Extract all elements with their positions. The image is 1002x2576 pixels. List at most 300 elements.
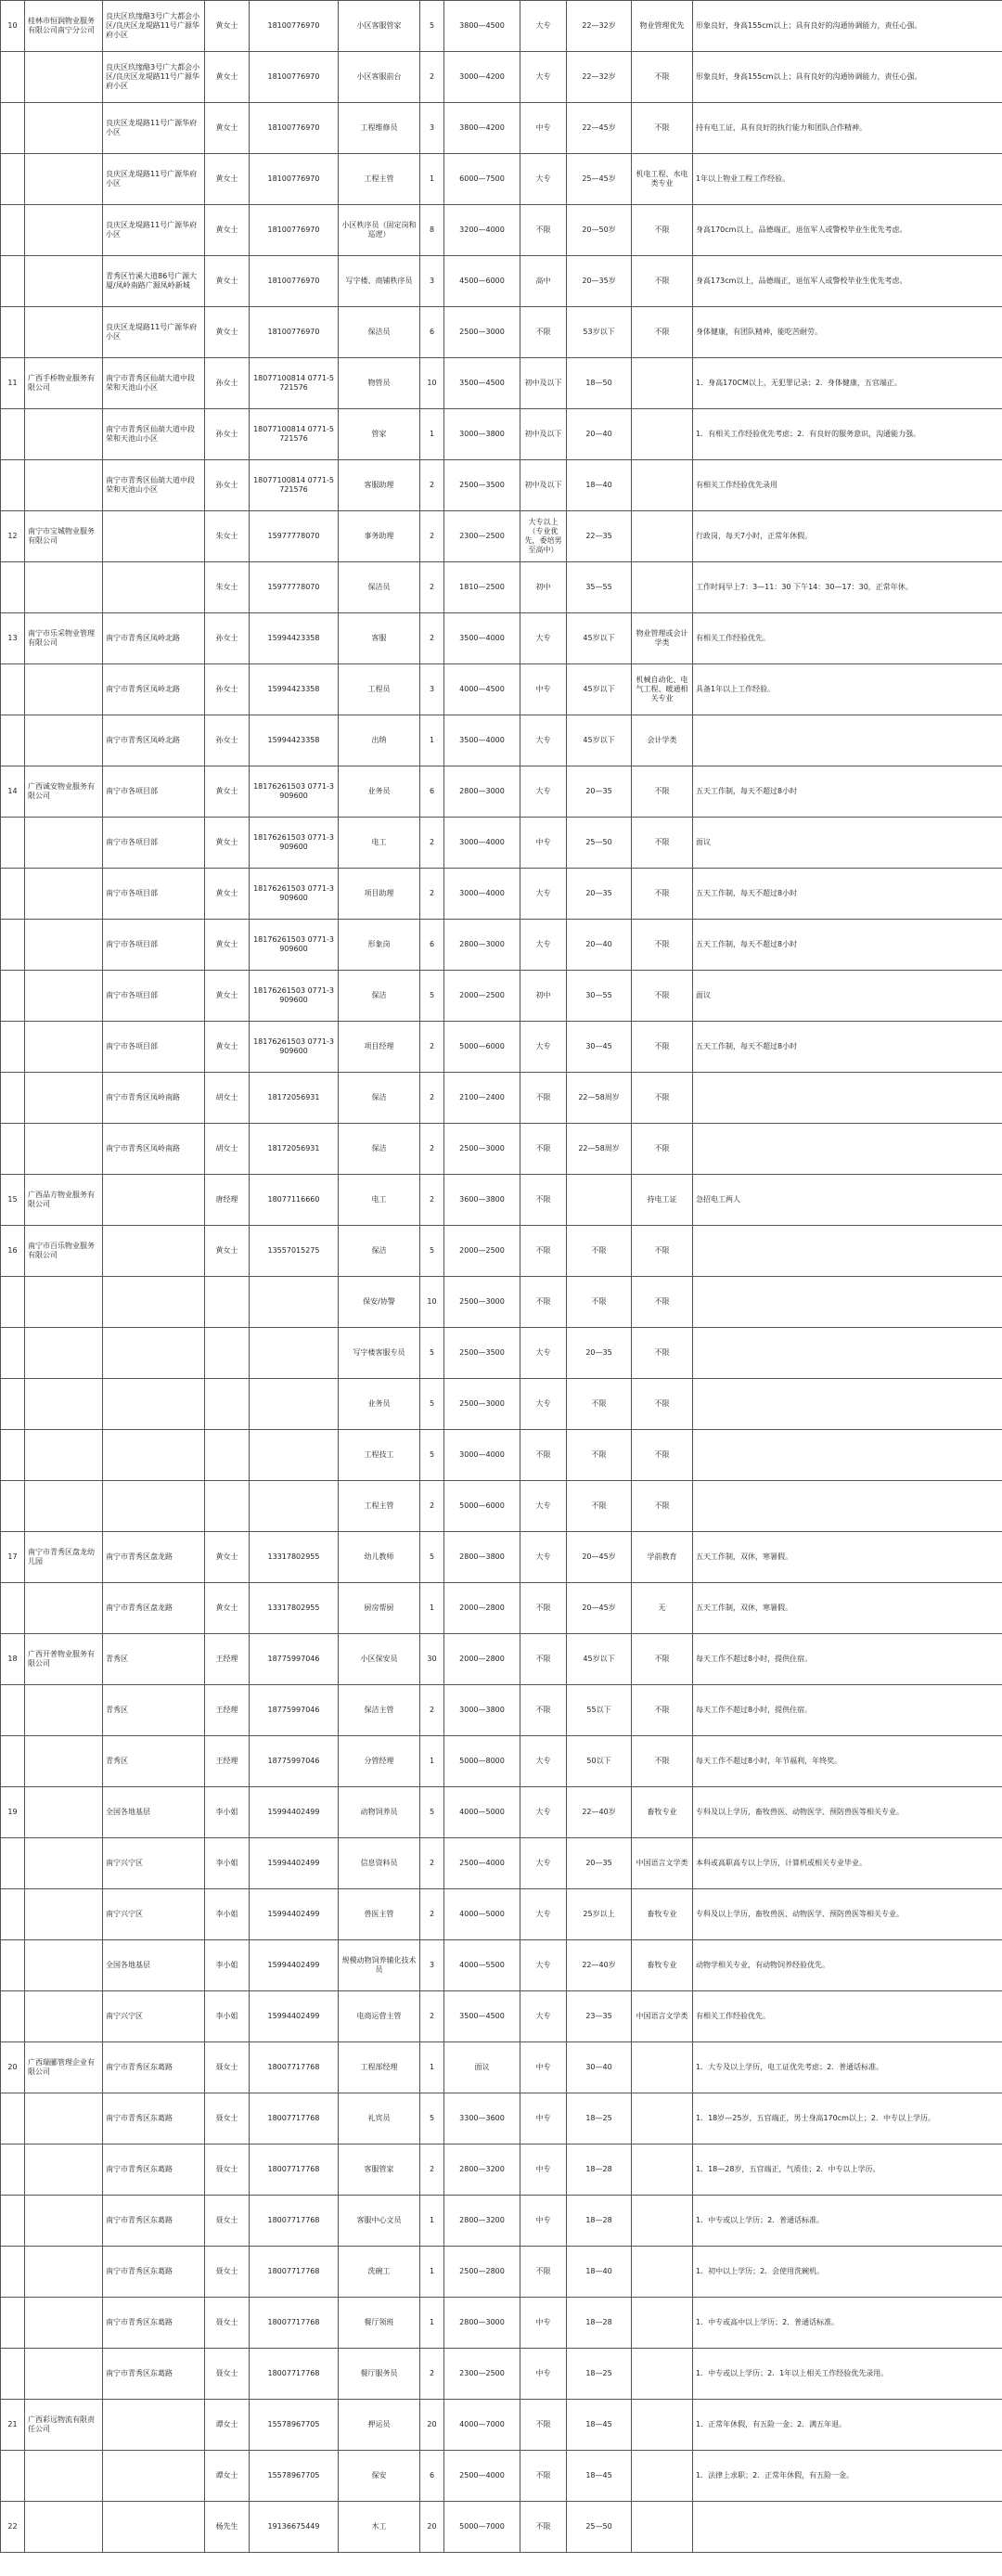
cell-position: 小区秩序员（固定岗和巡逻） (339, 205, 420, 256)
cell-major: 不限 (632, 307, 693, 358)
cell-company (25, 154, 103, 205)
cell-edu: 中专 (520, 2093, 567, 2145)
cell-edu: 不限 (520, 1685, 567, 1736)
cell-major (632, 2247, 693, 2298)
cell-req: 形象良好，身高155cm以上；具有良好的沟通协调能力，责任心强。 (693, 52, 1002, 103)
cell-contact: 黄女士 (205, 971, 250, 1022)
cell-company (25, 307, 103, 358)
cell-edu: 初中 (520, 971, 567, 1022)
cell-req (693, 2502, 1002, 2553)
cell-address: 南宁兴宁区 (103, 1889, 205, 1940)
cell-company (25, 2247, 103, 2298)
table-row (1, 664, 1002, 715)
table-row (1, 1787, 1002, 1838)
cell-no (1, 307, 25, 358)
cell-major (632, 2042, 693, 2093)
cell-count: 3 (420, 256, 444, 307)
cell-position: 礼宾员 (339, 2093, 420, 2145)
cell-contact: 黄女士 (205, 256, 250, 307)
cell-major: 不限 (632, 1736, 693, 1787)
cell-position: 幼儿教师 (339, 1532, 420, 1583)
cell-position: 工程部经理 (339, 2042, 420, 2093)
cell-contact: 李小姐 (205, 1940, 250, 1991)
cell-req (693, 715, 1002, 766)
cell-age: 35—55 (567, 562, 632, 613)
cell-salary: 4000—5000 (444, 1787, 520, 1838)
cell-phone: 18100776970 (250, 205, 339, 256)
cell-edu: 大专 (520, 52, 567, 103)
cell-contact: 黄女士 (205, 52, 250, 103)
cell-salary: 2500—2800 (444, 2247, 520, 2298)
cell-salary: 4000—5000 (444, 1889, 520, 1940)
cell-major: 中国语言文学类 (632, 1991, 693, 2042)
cell-req: 五天工作制，双休，寒暑假。 (693, 1532, 1002, 1583)
cell-age: 22—58周岁 (567, 1073, 632, 1124)
cell-age: 18—28 (567, 2298, 632, 2349)
cell-no: 16 (1, 1226, 25, 1277)
cell-no (1, 1889, 25, 1940)
cell-address: 南宁市青秀区凤岭北路 (103, 613, 205, 664)
cell-position: 物管员 (339, 358, 420, 409)
cell-count: 10 (420, 358, 444, 409)
cell-phone: 13557015275 (250, 1226, 339, 1277)
cell-contact: 朱女士 (205, 511, 250, 562)
cell-req: 面议 (693, 818, 1002, 869)
table-row (1, 1379, 1002, 1430)
cell-company (25, 1124, 103, 1175)
cell-req: 急招电工两人 (693, 1175, 1002, 1226)
cell-address (103, 2451, 205, 2502)
cell-salary: 3000—3800 (444, 409, 520, 460)
cell-major (632, 2196, 693, 2247)
cell-contact: 黄女士 (205, 818, 250, 869)
cell-major (632, 2145, 693, 2196)
table-row (1, 1175, 1002, 1226)
cell-salary: 2000—2500 (444, 971, 520, 1022)
cell-position: 兽医主管 (339, 1889, 420, 1940)
cell-company (25, 1481, 103, 1532)
cell-count: 2 (420, 613, 444, 664)
cell-phone: 15994423358 (250, 664, 339, 715)
table-row (1, 1583, 1002, 1634)
cell-no (1, 256, 25, 307)
cell-address: 南宁市各项目部 (103, 920, 205, 971)
cell-company (25, 460, 103, 511)
cell-age: 25—50 (567, 818, 632, 869)
cell-position: 业务员 (339, 1379, 420, 1430)
cell-address: 南宁市各项目部 (103, 766, 205, 818)
cell-phone: 18176261503 0771-3909600 (250, 1022, 339, 1073)
cell-count: 1 (420, 715, 444, 766)
cell-contact: 胡女士 (205, 1073, 250, 1124)
cell-edu: 不限 (520, 2451, 567, 2502)
cell-address (103, 2400, 205, 2451)
cell-address: 南宁市青秀区盘龙路 (103, 1532, 205, 1583)
cell-position: 写字楼、商铺秩序员 (339, 256, 420, 307)
cell-position: 事务助理 (339, 511, 420, 562)
cell-edu: 大专 (520, 1022, 567, 1073)
cell-address: 南宁市青秀区东葛路 (103, 2298, 205, 2349)
cell-no (1, 1991, 25, 2042)
cell-no (1, 1481, 25, 1532)
cell-age: 25岁以上 (567, 1889, 632, 1940)
cell-address: 全国各地基层 (103, 1940, 205, 1991)
cell-major (632, 2451, 693, 2502)
cell-count: 2 (420, 1838, 444, 1889)
cell-contact: 李小姐 (205, 1838, 250, 1889)
cell-company (25, 1787, 103, 1838)
cell-age: 20—35岁 (567, 256, 632, 307)
cell-req: 1．18—28岁，五官端正，气质佳；2．中专以上学历。 (693, 2145, 1002, 2196)
cell-address: 青秀区 (103, 1634, 205, 1685)
cell-edu: 大专 (520, 1889, 567, 1940)
cell-age: 22—32岁 (567, 1, 632, 52)
cell-edu: 不限 (520, 2247, 567, 2298)
cell-salary: 3300—3600 (444, 2093, 520, 2145)
cell-company (25, 1736, 103, 1787)
cell-count: 2 (420, 1073, 444, 1124)
cell-no: 22 (1, 2502, 25, 2553)
cell-count: 1 (420, 2298, 444, 2349)
cell-req: 有相关工作经验优先。 (693, 1991, 1002, 2042)
table-row (1, 1736, 1002, 1787)
cell-company: 南宁市乐采物业管理有限公司 (25, 613, 103, 664)
cell-no: 12 (1, 511, 25, 562)
cell-edu: 大专以上（专业优先，委培男至高中） (520, 511, 567, 562)
cell-company: 广西开普物业服务有限公司 (25, 1634, 103, 1685)
cell-contact: 黄女士 (205, 1226, 250, 1277)
cell-edu: 不限 (520, 2400, 567, 2451)
cell-phone: 18775997046 (250, 1685, 339, 1736)
cell-position: 形象岗 (339, 920, 420, 971)
cell-position: 业务员 (339, 766, 420, 818)
cell-age: 20—50岁 (567, 205, 632, 256)
cell-age: 50以下 (567, 1736, 632, 1787)
cell-address: 良庆区玖缘酪3号广大都会小区/良庆区龙堤路11号广源华府小区 (103, 1, 205, 52)
cell-no: 18 (1, 1634, 25, 1685)
cell-phone (250, 1277, 339, 1328)
cell-edu: 不限 (520, 1124, 567, 1175)
cell-position: 餐厅领班 (339, 2298, 420, 2349)
cell-count: 2 (420, 511, 444, 562)
table-row (1, 2451, 1002, 2502)
cell-age: 45岁以下 (567, 613, 632, 664)
cell-phone: 18100776970 (250, 307, 339, 358)
table-row (1, 1838, 1002, 1889)
cell-age (567, 1175, 632, 1226)
cell-salary: 面议 (444, 2042, 520, 2093)
cell-age: 25—45岁 (567, 154, 632, 205)
cell-req: 每天工作不超过8小时，提供住宿。 (693, 1685, 1002, 1736)
cell-major: 不限 (632, 1430, 693, 1481)
cell-age: 45岁以下 (567, 715, 632, 766)
cell-req: 本科或高职高专以上学历，计算机或相关专业毕业。 (693, 1838, 1002, 1889)
table-row (1, 1889, 1002, 1940)
cell-major: 持电工证 (632, 1175, 693, 1226)
cell-no (1, 2298, 25, 2349)
cell-position: 电工 (339, 1175, 420, 1226)
cell-major: 不限 (632, 52, 693, 103)
cell-position: 餐厅服务员 (339, 2349, 420, 2400)
cell-position: 保安/协警 (339, 1277, 420, 1328)
table-row (1, 715, 1002, 766)
cell-edu: 大专 (520, 1838, 567, 1889)
cell-company (25, 1379, 103, 1430)
cell-contact: 聂女士 (205, 2247, 250, 2298)
table-row (1, 1, 1002, 52)
cell-company: 南宁市百乐物业服务有限公司 (25, 1226, 103, 1277)
table-row (1, 1022, 1002, 1073)
cell-address: 南宁市各项目部 (103, 869, 205, 920)
cell-phone: 15578967705 (250, 2400, 339, 2451)
cell-major: 中国语言文学类 (632, 1838, 693, 1889)
cell-edu: 不限 (520, 1226, 567, 1277)
cell-req: 每天工作不超过8小时，提供住宿。 (693, 1634, 1002, 1685)
cell-no (1, 1379, 25, 1430)
cell-no (1, 664, 25, 715)
cell-salary: 4000—7000 (444, 2400, 520, 2451)
cell-contact: 孙女士 (205, 460, 250, 511)
cell-position: 保洁 (339, 1124, 420, 1175)
cell-salary: 1810—2500 (444, 562, 520, 613)
cell-major: 不限 (632, 1277, 693, 1328)
cell-salary: 2000—2800 (444, 1583, 520, 1634)
cell-salary: 5000—6000 (444, 1481, 520, 1532)
cell-age: 30—40 (567, 2042, 632, 2093)
cell-company (25, 869, 103, 920)
cell-position: 洗碗工 (339, 2247, 420, 2298)
cell-company (25, 971, 103, 1022)
cell-company: 桂林市恒润物业服务有限公司南宁分公司 (25, 1, 103, 52)
cell-contact: 孙女士 (205, 358, 250, 409)
cell-major: 无 (632, 1583, 693, 1634)
cell-age: 18—40 (567, 2247, 632, 2298)
cell-contact: 李小姐 (205, 1787, 250, 1838)
cell-phone: 15994423358 (250, 613, 339, 664)
cell-edu: 中专 (520, 2145, 567, 2196)
cell-salary: 3000—4000 (444, 1430, 520, 1481)
table-row (1, 1634, 1002, 1685)
cell-count: 2 (420, 2145, 444, 2196)
table-row (1, 1073, 1002, 1124)
cell-age: 45岁以下 (567, 1634, 632, 1685)
cell-company (25, 1430, 103, 1481)
cell-phone: 18007717768 (250, 2247, 339, 2298)
cell-major (632, 409, 693, 460)
cell-count: 6 (420, 766, 444, 818)
cell-count: 2 (420, 1481, 444, 1532)
cell-position: 押运员 (339, 2400, 420, 2451)
cell-age: 18—45 (567, 2451, 632, 2502)
cell-count: 1 (420, 1583, 444, 1634)
cell-phone: 15994402499 (250, 1940, 339, 1991)
cell-edu: 大专 (520, 1991, 567, 2042)
cell-major: 不限 (632, 818, 693, 869)
cell-company (25, 52, 103, 103)
cell-address (103, 1379, 205, 1430)
cell-address (103, 1328, 205, 1379)
cell-no (1, 1940, 25, 1991)
cell-position: 木工 (339, 2502, 420, 2553)
cell-count: 2 (420, 2349, 444, 2400)
cell-salary: 3000—4200 (444, 52, 520, 103)
cell-salary: 3500—4500 (444, 358, 520, 409)
cell-contact: 黄女士 (205, 1532, 250, 1583)
cell-major (632, 460, 693, 511)
table-row (1, 2349, 1002, 2400)
cell-position: 项目经理 (339, 1022, 420, 1073)
cell-phone: 15994402499 (250, 1787, 339, 1838)
cell-no (1, 1124, 25, 1175)
cell-phone: 18077100814 0771-5721576 (250, 358, 339, 409)
cell-address (103, 562, 205, 613)
cell-address: 南宁市青秀区东葛路 (103, 2145, 205, 2196)
cell-no (1, 2451, 25, 2502)
table-row (1, 511, 1002, 562)
cell-age: 不限 (567, 1430, 632, 1481)
table-row (1, 2298, 1002, 2349)
cell-req (693, 1481, 1002, 1532)
cell-phone: 18100776970 (250, 52, 339, 103)
cell-contact: 聂女士 (205, 2093, 250, 2145)
cell-age: 22—45岁 (567, 103, 632, 154)
cell-no (1, 1022, 25, 1073)
cell-address (103, 1430, 205, 1481)
cell-edu: 大专 (520, 1481, 567, 1532)
table-row (1, 818, 1002, 869)
cell-address: 南宁兴宁区 (103, 1991, 205, 2042)
cell-major: 不限 (632, 1634, 693, 1685)
cell-req: 1．中专或高中以上学历；2．普通话标准。 (693, 2298, 1002, 2349)
table-row (1, 2247, 1002, 2298)
cell-company: 广西诚安物业服务有限公司 (25, 766, 103, 818)
cell-address: 青秀区竹溪大道86号广源大厦/凤岭南路广源凤岭新城 (103, 256, 205, 307)
table-body (1, 1, 1002, 2553)
cell-salary: 2800—3000 (444, 766, 520, 818)
cell-company (25, 409, 103, 460)
cell-major: 不限 (632, 205, 693, 256)
cell-no: 17 (1, 1532, 25, 1583)
cell-no (1, 2247, 25, 2298)
cell-req: 1．身高170CM以上，无犯罪记录；2．身体健康，五官端正。 (693, 358, 1002, 409)
cell-salary: 3500—4000 (444, 715, 520, 766)
cell-contact: 黄女士 (205, 766, 250, 818)
cell-no (1, 818, 25, 869)
cell-phone: 18775997046 (250, 1634, 339, 1685)
cell-position: 工程主管 (339, 154, 420, 205)
cell-position: 动物饲养员 (339, 1787, 420, 1838)
cell-address: 南宁市青秀区仙葫大道中段荣和天池山小区 (103, 358, 205, 409)
cell-age: 20—45岁 (567, 1532, 632, 1583)
cell-company (25, 1022, 103, 1073)
cell-contact: 黄女士 (205, 920, 250, 971)
table-row (1, 358, 1002, 409)
cell-company: 南宁市青秀区盘龙幼儿园 (25, 1532, 103, 1583)
cell-company (25, 205, 103, 256)
cell-count: 1 (420, 1736, 444, 1787)
cell-phone: 15977778070 (250, 511, 339, 562)
cell-major: 不限 (632, 1226, 693, 1277)
cell-no (1, 205, 25, 256)
cell-company: 广西瑞郦管理企业有限公司 (25, 2042, 103, 2093)
cell-no (1, 1328, 25, 1379)
cell-count: 5 (420, 2093, 444, 2145)
cell-req: 身体健康，有团队精神，能吃苦耐劳。 (693, 307, 1002, 358)
cell-address: 南宁市青秀区凤岭南路 (103, 1124, 205, 1175)
cell-no: 13 (1, 613, 25, 664)
cell-edu: 初中及以下 (520, 409, 567, 460)
table-row (1, 920, 1002, 971)
cell-salary: 2500—3500 (444, 1328, 520, 1379)
cell-position: 保洁 (339, 1073, 420, 1124)
cell-phone: 15994402499 (250, 1991, 339, 2042)
cell-salary: 4000—5500 (444, 1940, 520, 1991)
cell-edu: 大专 (520, 1940, 567, 1991)
cell-company (25, 2093, 103, 2145)
cell-salary: 4000—4500 (444, 664, 520, 715)
table-row (1, 256, 1002, 307)
table-row (1, 1940, 1002, 1991)
cell-position: 分管经理 (339, 1736, 420, 1787)
cell-age: 30—45 (567, 1022, 632, 1073)
cell-edu: 中专 (520, 818, 567, 869)
cell-age: 20—35 (567, 1328, 632, 1379)
cell-count: 8 (420, 205, 444, 256)
cell-major (632, 2298, 693, 2349)
cell-company (25, 1889, 103, 1940)
cell-edu: 不限 (520, 1073, 567, 1124)
table-row (1, 103, 1002, 154)
cell-salary: 3600—3800 (444, 1175, 520, 1226)
cell-count: 2 (420, 1022, 444, 1073)
cell-major: 不限 (632, 1328, 693, 1379)
cell-phone: 15977778070 (250, 562, 339, 613)
cell-address (103, 1277, 205, 1328)
cell-no (1, 460, 25, 511)
cell-age: 20—35 (567, 766, 632, 818)
cell-req: 身高173cm以上，品德端正，退伍军人或警校毕业生优先考虑。 (693, 256, 1002, 307)
cell-req: 1．法律上求职；2．正常年休假，有五险一金。 (693, 2451, 1002, 2502)
cell-position: 保洁主管 (339, 1685, 420, 1736)
cell-age: 18—45 (567, 2400, 632, 2451)
cell-major: 不限 (632, 1481, 693, 1532)
cell-address: 南宁市青秀区凤岭北路 (103, 715, 205, 766)
cell-major: 畜牧专业 (632, 1940, 693, 1991)
cell-address: 南宁市青秀区凤岭南路 (103, 1073, 205, 1124)
cell-position: 电工 (339, 818, 420, 869)
table-row (1, 613, 1002, 664)
cell-salary: 2300—2500 (444, 511, 520, 562)
cell-age: 25—50 (567, 2502, 632, 2553)
table-row (1, 562, 1002, 613)
cell-count: 5 (420, 1532, 444, 1583)
cell-major: 机电工程、水电类专业 (632, 154, 693, 205)
table-row (1, 2042, 1002, 2093)
cell-req: 1．大专及以上学历，电工证优先考虑；2．普通话标准。 (693, 2042, 1002, 2093)
cell-req: 1年以上物业工程工作经验。 (693, 154, 1002, 205)
cell-position: 项目助理 (339, 869, 420, 920)
cell-phone (250, 1481, 339, 1532)
cell-salary: 2800—3200 (444, 2196, 520, 2247)
cell-edu: 初中 (520, 562, 567, 613)
cell-salary: 2500—3500 (444, 460, 520, 511)
cell-req: 行政岗，每天7小时，正常年休假。 (693, 511, 1002, 562)
cell-contact: 朱女士 (205, 562, 250, 613)
table-row (1, 2196, 1002, 2247)
cell-req: 专科及以上学历，畜牧兽医、动物医学、预防兽医等相关专业。 (693, 1787, 1002, 1838)
cell-count: 5 (420, 1226, 444, 1277)
cell-edu: 中专 (520, 2298, 567, 2349)
